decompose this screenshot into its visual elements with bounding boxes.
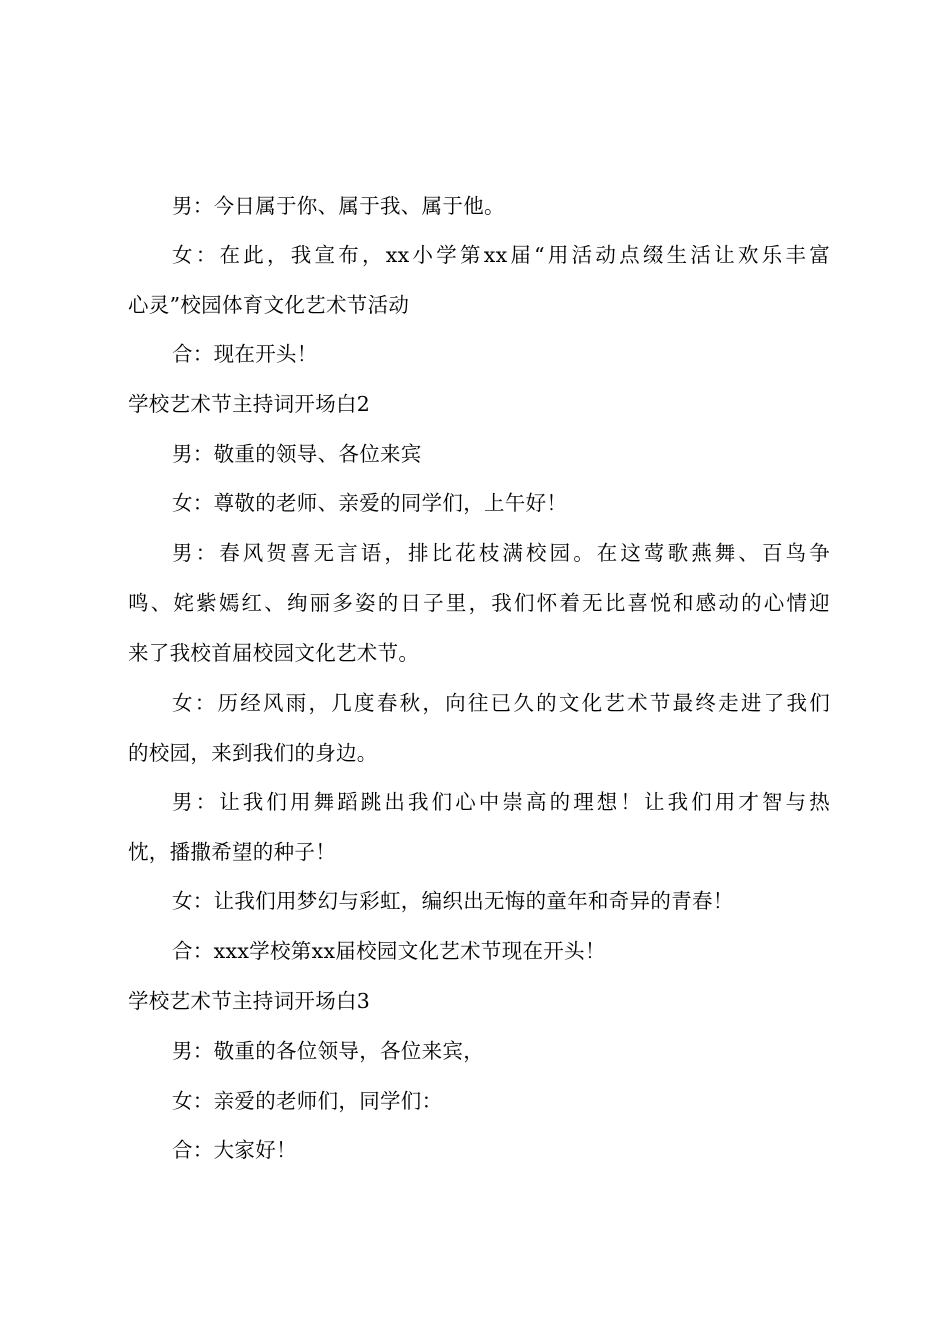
dialogue-line-female-cont: 的校园，来到我们的身边。	[128, 741, 378, 765]
dialogue-line-male-cont: 忱，播撒希望的种子！	[128, 840, 336, 864]
dialogue-line-male-cont: 来了我校首届校园文化艺术节。	[128, 641, 420, 665]
dialogue-line-female: 女：历经风雨，几度春秋，向往已久的文化艺术节最终走进了我们	[172, 691, 830, 715]
section-heading: 学校艺术节主持词开场白2	[128, 392, 371, 416]
dialogue-line-female: 女：让我们用梦幻与彩虹，编织出无悔的童年和奇异的青春！	[172, 889, 734, 913]
dialogue-line-together: 合：xxx学校第xx届校园文化艺术节现在开头！	[172, 939, 606, 963]
dialogue-line-male: 男：春风贺喜无言语，排比花枝满校园。在这莺歌燕舞、百鸟争	[172, 541, 830, 565]
dialogue-line-together: 合：现在开头！	[172, 342, 318, 366]
dialogue-line-together: 合：大家好！	[172, 1138, 297, 1162]
dialogue-line-female: 女：亲爱的老师们，同学们：	[172, 1089, 443, 1113]
dialogue-line-male: 男：敬重的领导、各位来宾	[172, 442, 422, 466]
dialogue-line-male: 男：敬重的各位领导，各位来宾，	[172, 1039, 484, 1063]
dialogue-line-female-cont: 心灵”校园体育文化艺术节活动	[128, 293, 410, 317]
section-heading: 学校艺术节主持词开场白3	[128, 989, 371, 1013]
dialogue-line-female: 女：尊敬的老师、亲爱的同学们，上午好！	[172, 491, 568, 515]
dialogue-line-male: 男：今日属于你、属于我、属于他。	[172, 194, 505, 218]
dialogue-line-female: 女：在此，我宣布，xx小学第xx届“用活动点缀生活让欢乐丰富	[172, 243, 830, 267]
dialogue-line-male: 男：让我们用舞蹈跳出我们心中崇高的理想！让我们用才智与热	[172, 790, 830, 814]
dialogue-line-male-cont: 鸣、姹紫嫣红、绚丽多姿的日子里，我们怀着无比喜悦和感动的心情迎	[128, 591, 830, 615]
